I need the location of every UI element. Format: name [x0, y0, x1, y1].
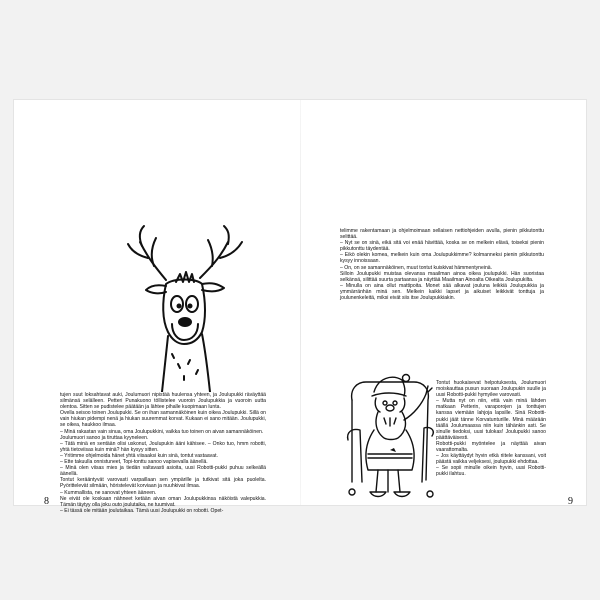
paragraph: telimme rakentamaan ja ohjelmoimaan sellaisen nettiohjeiden avulla, pienin pikkutonttu selittää.	[340, 228, 544, 241]
paragraph: – Mutta nyt on niin, että vain minä lähden matkaan Petterin, varaporojen ja tonttujen kanssa viemään lahjoja lapsille. Sinä Robotti-pukki jäät tänne Korvatunturille. Minä määrään täällä Joulumaassa niin kuin tähänkin asti. Se sinulle tiedoksi, uusi tulokas! Joulupukki sanoo päättäväisesti.	[436, 398, 546, 441]
paragraph: – Minä olen viisas mies ja tiedän valtavasti asioita, uusi Robotti-pukki puhuu selkeällä äänellä.	[60, 465, 266, 478]
book-gutter	[300, 100, 301, 505]
paragraph: – Ette takuulla onnistuneet, Topi-tonttu sanoo vapisevalla äänellä.	[60, 459, 208, 466]
paragraph: Tontut huokaisevat helpotuksesta, Joulumuori moiskauttaa pusun suoraan Joulupukin suulle ja uusi Robotti-pukki hymyilee varovasti.	[436, 380, 546, 399]
paragraph: – Jos käyttäydyt hyvin etkä riitele kanssani, voit päästä vaikka veljeksesi, joulupukki ehdottaa.	[436, 453, 546, 466]
right-page-text-wrap	[436, 380, 546, 478]
paragraph: – Se sopii minulle oikein hyvin, uusi Robotti-pukki ilahtuu.	[436, 465, 546, 478]
paragraph: – Ei tässä ole mitään joulutaikaa. Tämä uusi Joulupukki on robotti. Opet-	[60, 507, 224, 514]
paragraph: – Nyt se on sinä, eikä sitä voi enää hävittää, koska se on melkein elävä, toiseksi pienin pikkutonttu täydentää.	[340, 240, 544, 253]
paragraph: Tontut kerääntyvät varovasti varpaillaan sen ympärille ja tutkivat sitä joka puolelta. Pyörittelevät silmään, höristelevät korviaan ja nuuhkivat ilmaa.	[60, 477, 266, 490]
paragraph: – Minä rakastan vain sinua, oma Joulupukkini, vaikka tuo toinen on aivan samannäköinen.	[60, 428, 264, 435]
paragraph: – Tätä minä en sentään olisi uskonut, Joulupukin ääni kähisee. – Onko tuo, hmm robotti, yhtä tietoviisas kuin minä? hän kysyy sitten.	[60, 440, 266, 453]
paragraph: Joulumuori sanoo ja tiruttaa kyyneleen.	[60, 434, 149, 441]
paragraph: Robotti-pukki myöntelee ja näyttää aivan vaarattomalta.	[436, 440, 546, 454]
moose-illustration	[126, 224, 246, 392]
paragraph: – Yritimme ohjelmoida hänet yhtä viisaaksi kuin sinä, tontut vastaavat.	[60, 452, 218, 459]
santa-illustration	[344, 370, 438, 502]
book-spread	[14, 100, 586, 514]
paragraph: tujen suut loksahtavat auki, Joulumuori nipistää huulensa yhteen, ja Joulupukki räväyttää silmänsä selälleen. Petteri Punakuono töllistelee vuoroin Joulupukkia ja vuoroin uutta olentoa. Sitten se pudistelee päätään ja lähtee pihalle kuopimaan lunta.	[60, 392, 266, 411]
paragraph: – Minulla on aina ollut mattipoita. Monet sää alkavat jouluna leikkiä Joulupukkia ja ymmärränhän minä sen. Melkein kaikki lapset ja aikuiset leikkivät tonttuja ja joulunenkeleitä, miksi eivät siis itse Joulupukkiakin.	[340, 282, 544, 302]
paragraph: – On, on se samannäköinen, muut tontut kuiskivat hämmentyneinä.	[340, 264, 493, 271]
paragraph: Ne eivät ole koskaan nähneet ketään aivan oman Joulupukkinsa näköistä valepukkia. Tämän täytyy olla joku outo joulutaika, ne tuumivat.	[60, 495, 266, 508]
paragraph: – Kummallista, ne sanovat yhteen ääneen.	[60, 489, 157, 496]
paragraph: Silloin Joulupukki muistaa olevansa maailman ainoa oikea joulupukki. Hän suoristaa selkänsä, silittää suurta partaansa ja näyttää Maailman Ainoalta Oikealta Joulupukilta.	[340, 270, 544, 283]
page-number-left: 8	[44, 496, 49, 507]
paragraph: Ovella seisoo toinen Joulupukki. Se on ihan samannäköinen kuin oikea Joulupukki. Sillä on vain hiukan pidempi nenä ja hiukan suuremmat korvat. Kukaan ei sano mitään. Joulupukki, se oikea, haukkoo ilmaa.	[60, 410, 266, 429]
paragraph: – Eikö olekin komea, melkein kuin oma Joulupukkimme? kolmanneksi pienin pikkutonttu kysyy innoissaan.	[340, 252, 544, 265]
left-page-text	[60, 392, 266, 514]
page-number-right: 9	[568, 496, 573, 507]
right-page-text-top	[340, 228, 544, 301]
